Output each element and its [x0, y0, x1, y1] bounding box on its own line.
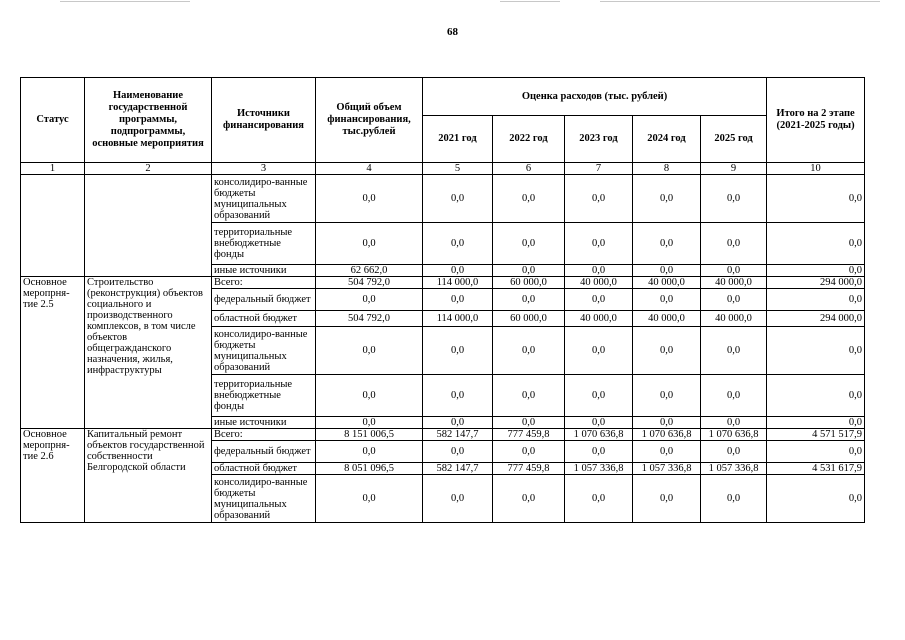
total-amount-cell: 504 792,0: [316, 311, 423, 327]
year-amount-cell: 0,0: [423, 475, 493, 523]
measure-name-cell: Капитальный ремонт объектов государственной собственности Белгородской области: [85, 429, 212, 523]
header-name: Наименование государственной программы, подпрограммы, основные мероприятия: [85, 78, 212, 163]
year-amount-cell: 0,0: [565, 175, 633, 223]
funding-source-cell: федеральный бюджет: [212, 289, 316, 311]
total-amount-cell: 0,0: [316, 441, 423, 463]
year-amount-cell: 0,0: [493, 475, 565, 523]
year-amount-cell: 0,0: [423, 441, 493, 463]
stage-total-cell: 0,0: [767, 223, 865, 265]
year-amount-cell: 582 147,7: [423, 463, 493, 475]
total-amount-cell: 0,0: [316, 175, 423, 223]
year-amount-cell: 0,0: [633, 375, 701, 417]
header-year: 2021 год: [423, 116, 493, 163]
funding-source-cell: областной бюджет: [212, 311, 316, 327]
year-amount-cell: 0,0: [565, 417, 633, 429]
year-amount-cell: 0,0: [493, 417, 565, 429]
funding-source-cell: областной бюджет: [212, 463, 316, 475]
stage-total-cell: 0,0: [767, 327, 865, 375]
stage-total-cell: 294 000,0: [767, 277, 865, 289]
year-amount-cell: 0,0: [701, 375, 767, 417]
scan-edge-line: [600, 1, 880, 2]
column-index: 8: [633, 163, 701, 175]
stage-total-cell: 0,0: [767, 175, 865, 223]
total-amount-cell: 0,0: [316, 375, 423, 417]
header-stage-total: Итого на 2 этапе (2021-2025 годы): [767, 78, 865, 163]
column-index: 3: [212, 163, 316, 175]
total-amount-cell: 0,0: [316, 475, 423, 523]
year-amount-cell: 0,0: [633, 265, 701, 277]
year-amount-cell: 0,0: [701, 327, 767, 375]
year-amount-cell: 114 000,0: [423, 311, 493, 327]
year-amount-cell: 0,0: [701, 289, 767, 311]
year-amount-cell: 0,0: [423, 223, 493, 265]
header-year: 2022 год: [493, 116, 565, 163]
header-estimate: Оценка расходов (тыс. рублей): [423, 78, 767, 116]
header-status: Статус: [21, 78, 85, 163]
year-amount-cell: 0,0: [701, 223, 767, 265]
stage-total-cell: 0,0: [767, 265, 865, 277]
year-amount-cell: 0,0: [701, 417, 767, 429]
total-amount-cell: 0,0: [316, 417, 423, 429]
table-body: [21, 175, 865, 523]
header-sources: Источники финансирования: [212, 78, 316, 163]
total-amount-cell: 0,0: [316, 223, 423, 265]
stage-total-cell: 0,0: [767, 289, 865, 311]
year-amount-cell: 40 000,0: [565, 311, 633, 327]
year-amount-cell: 40 000,0: [633, 311, 701, 327]
year-amount-cell: 0,0: [493, 441, 565, 463]
budget-table: [20, 77, 865, 523]
scan-edge-line: [60, 1, 190, 2]
scan-edge-line: [500, 1, 560, 2]
column-index: 2: [85, 163, 212, 175]
year-amount-cell: 0,0: [633, 223, 701, 265]
header-year: 2023 год: [565, 116, 633, 163]
total-amount-cell: 0,0: [316, 327, 423, 375]
total-amount-cell: 8 051 096,5: [316, 463, 423, 475]
year-amount-cell: 0,0: [633, 475, 701, 523]
column-index: 7: [565, 163, 633, 175]
year-amount-cell: 0,0: [565, 375, 633, 417]
funding-source-cell: территориальные внебюджетные фонды: [212, 223, 316, 265]
year-amount-cell: 0,0: [423, 417, 493, 429]
year-amount-cell: 0,0: [565, 289, 633, 311]
year-amount-cell: 1 070 636,8: [701, 429, 767, 441]
year-amount-cell: 0,0: [633, 289, 701, 311]
year-amount-cell: 0,0: [493, 265, 565, 277]
year-amount-cell: 0,0: [701, 175, 767, 223]
funding-source-cell: федеральный бюджет: [212, 441, 316, 463]
year-amount-cell: 0,0: [701, 265, 767, 277]
year-amount-cell: 0,0: [565, 441, 633, 463]
page-number: 68: [447, 26, 458, 38]
year-amount-cell: 0,0: [565, 475, 633, 523]
header-year: 2024 год: [633, 116, 701, 163]
table-row: [21, 277, 865, 289]
year-amount-cell: 0,0: [565, 265, 633, 277]
year-amount-cell: 0,0: [493, 223, 565, 265]
year-amount-cell: 40 000,0: [565, 277, 633, 289]
status-cell: Основное меропрня-тие 2.5: [21, 277, 85, 429]
year-amount-cell: 60 000,0: [493, 277, 565, 289]
stage-total-cell: 0,0: [767, 441, 865, 463]
funding-source-cell: иные источники: [212, 417, 316, 429]
funding-source-cell: консолидиро-ванные бюджеты муниципальных образований: [212, 475, 316, 523]
funding-source-cell: Всего:: [212, 429, 316, 441]
year-amount-cell: 0,0: [701, 475, 767, 523]
stage-total-cell: 0,0: [767, 475, 865, 523]
year-amount-cell: 0,0: [423, 265, 493, 277]
year-amount-cell: 60 000,0: [493, 311, 565, 327]
year-amount-cell: 0,0: [701, 441, 767, 463]
stage-total-cell: 4 531 617,9: [767, 463, 865, 475]
year-amount-cell: 40 000,0: [701, 277, 767, 289]
year-amount-cell: 777 459,8: [493, 463, 565, 475]
year-amount-cell: 1 057 336,8: [565, 463, 633, 475]
stage-total-cell: 0,0: [767, 375, 865, 417]
table-row: [21, 175, 865, 223]
column-index: 5: [423, 163, 493, 175]
year-amount-cell: 40 000,0: [633, 277, 701, 289]
year-amount-cell: 0,0: [633, 417, 701, 429]
stage-total-cell: 294 000,0: [767, 311, 865, 327]
year-amount-cell: 0,0: [423, 375, 493, 417]
year-amount-cell: 0,0: [633, 441, 701, 463]
year-amount-cell: 1 070 636,8: [565, 429, 633, 441]
total-amount-cell: 8 151 006,5: [316, 429, 423, 441]
year-amount-cell: 114 000,0: [423, 277, 493, 289]
year-amount-cell: 0,0: [565, 327, 633, 375]
column-index: 10: [767, 163, 865, 175]
year-amount-cell: 0,0: [633, 327, 701, 375]
measure-name-cell: [85, 175, 212, 277]
year-amount-cell: 0,0: [493, 375, 565, 417]
header-total: Общий объем финансирования, тыс.рублей: [316, 78, 423, 163]
year-amount-cell: 0,0: [423, 327, 493, 375]
funding-source-cell: территориальные внебюджетные фонды: [212, 375, 316, 417]
funding-source-cell: консолидиро-ванные бюджеты муниципальных образований: [212, 327, 316, 375]
year-amount-cell: 0,0: [423, 175, 493, 223]
funding-source-cell: иные источники: [212, 265, 316, 277]
year-amount-cell: 0,0: [423, 289, 493, 311]
total-amount-cell: 0,0: [316, 289, 423, 311]
status-cell: Основное меропрня-тие 2.6: [21, 429, 85, 523]
year-amount-cell: 777 459,8: [493, 429, 565, 441]
year-amount-cell: 0,0: [493, 175, 565, 223]
stage-total-cell: 4 571 517,9: [767, 429, 865, 441]
funding-source-cell: Всего:: [212, 277, 316, 289]
column-index: 1: [21, 163, 85, 175]
year-amount-cell: 1 070 636,8: [633, 429, 701, 441]
year-amount-cell: 1 057 336,8: [633, 463, 701, 475]
status-cell: [21, 175, 85, 277]
column-index: 6: [493, 163, 565, 175]
year-amount-cell: 0,0: [565, 223, 633, 265]
total-amount-cell: 504 792,0: [316, 277, 423, 289]
year-amount-cell: 582 147,7: [423, 429, 493, 441]
column-index: 4: [316, 163, 423, 175]
column-index: 9: [701, 163, 767, 175]
year-amount-cell: 1 057 336,8: [701, 463, 767, 475]
header-year: 2025 год: [701, 116, 767, 163]
stage-total-cell: 0,0: [767, 417, 865, 429]
total-amount-cell: 62 662,0: [316, 265, 423, 277]
funding-source-cell: консолидиро-ванные бюджеты муниципальных образований: [212, 175, 316, 223]
measure-name-cell: Строительство (реконструкция) объектов социального и производственного комплексов, в том числе объектов общегражданского назначения, жилья, инфраструктуры: [85, 277, 212, 429]
year-amount-cell: 40 000,0: [701, 311, 767, 327]
table-row: [21, 429, 865, 441]
year-amount-cell: 0,0: [493, 327, 565, 375]
year-amount-cell: 0,0: [633, 175, 701, 223]
year-amount-cell: 0,0: [493, 289, 565, 311]
